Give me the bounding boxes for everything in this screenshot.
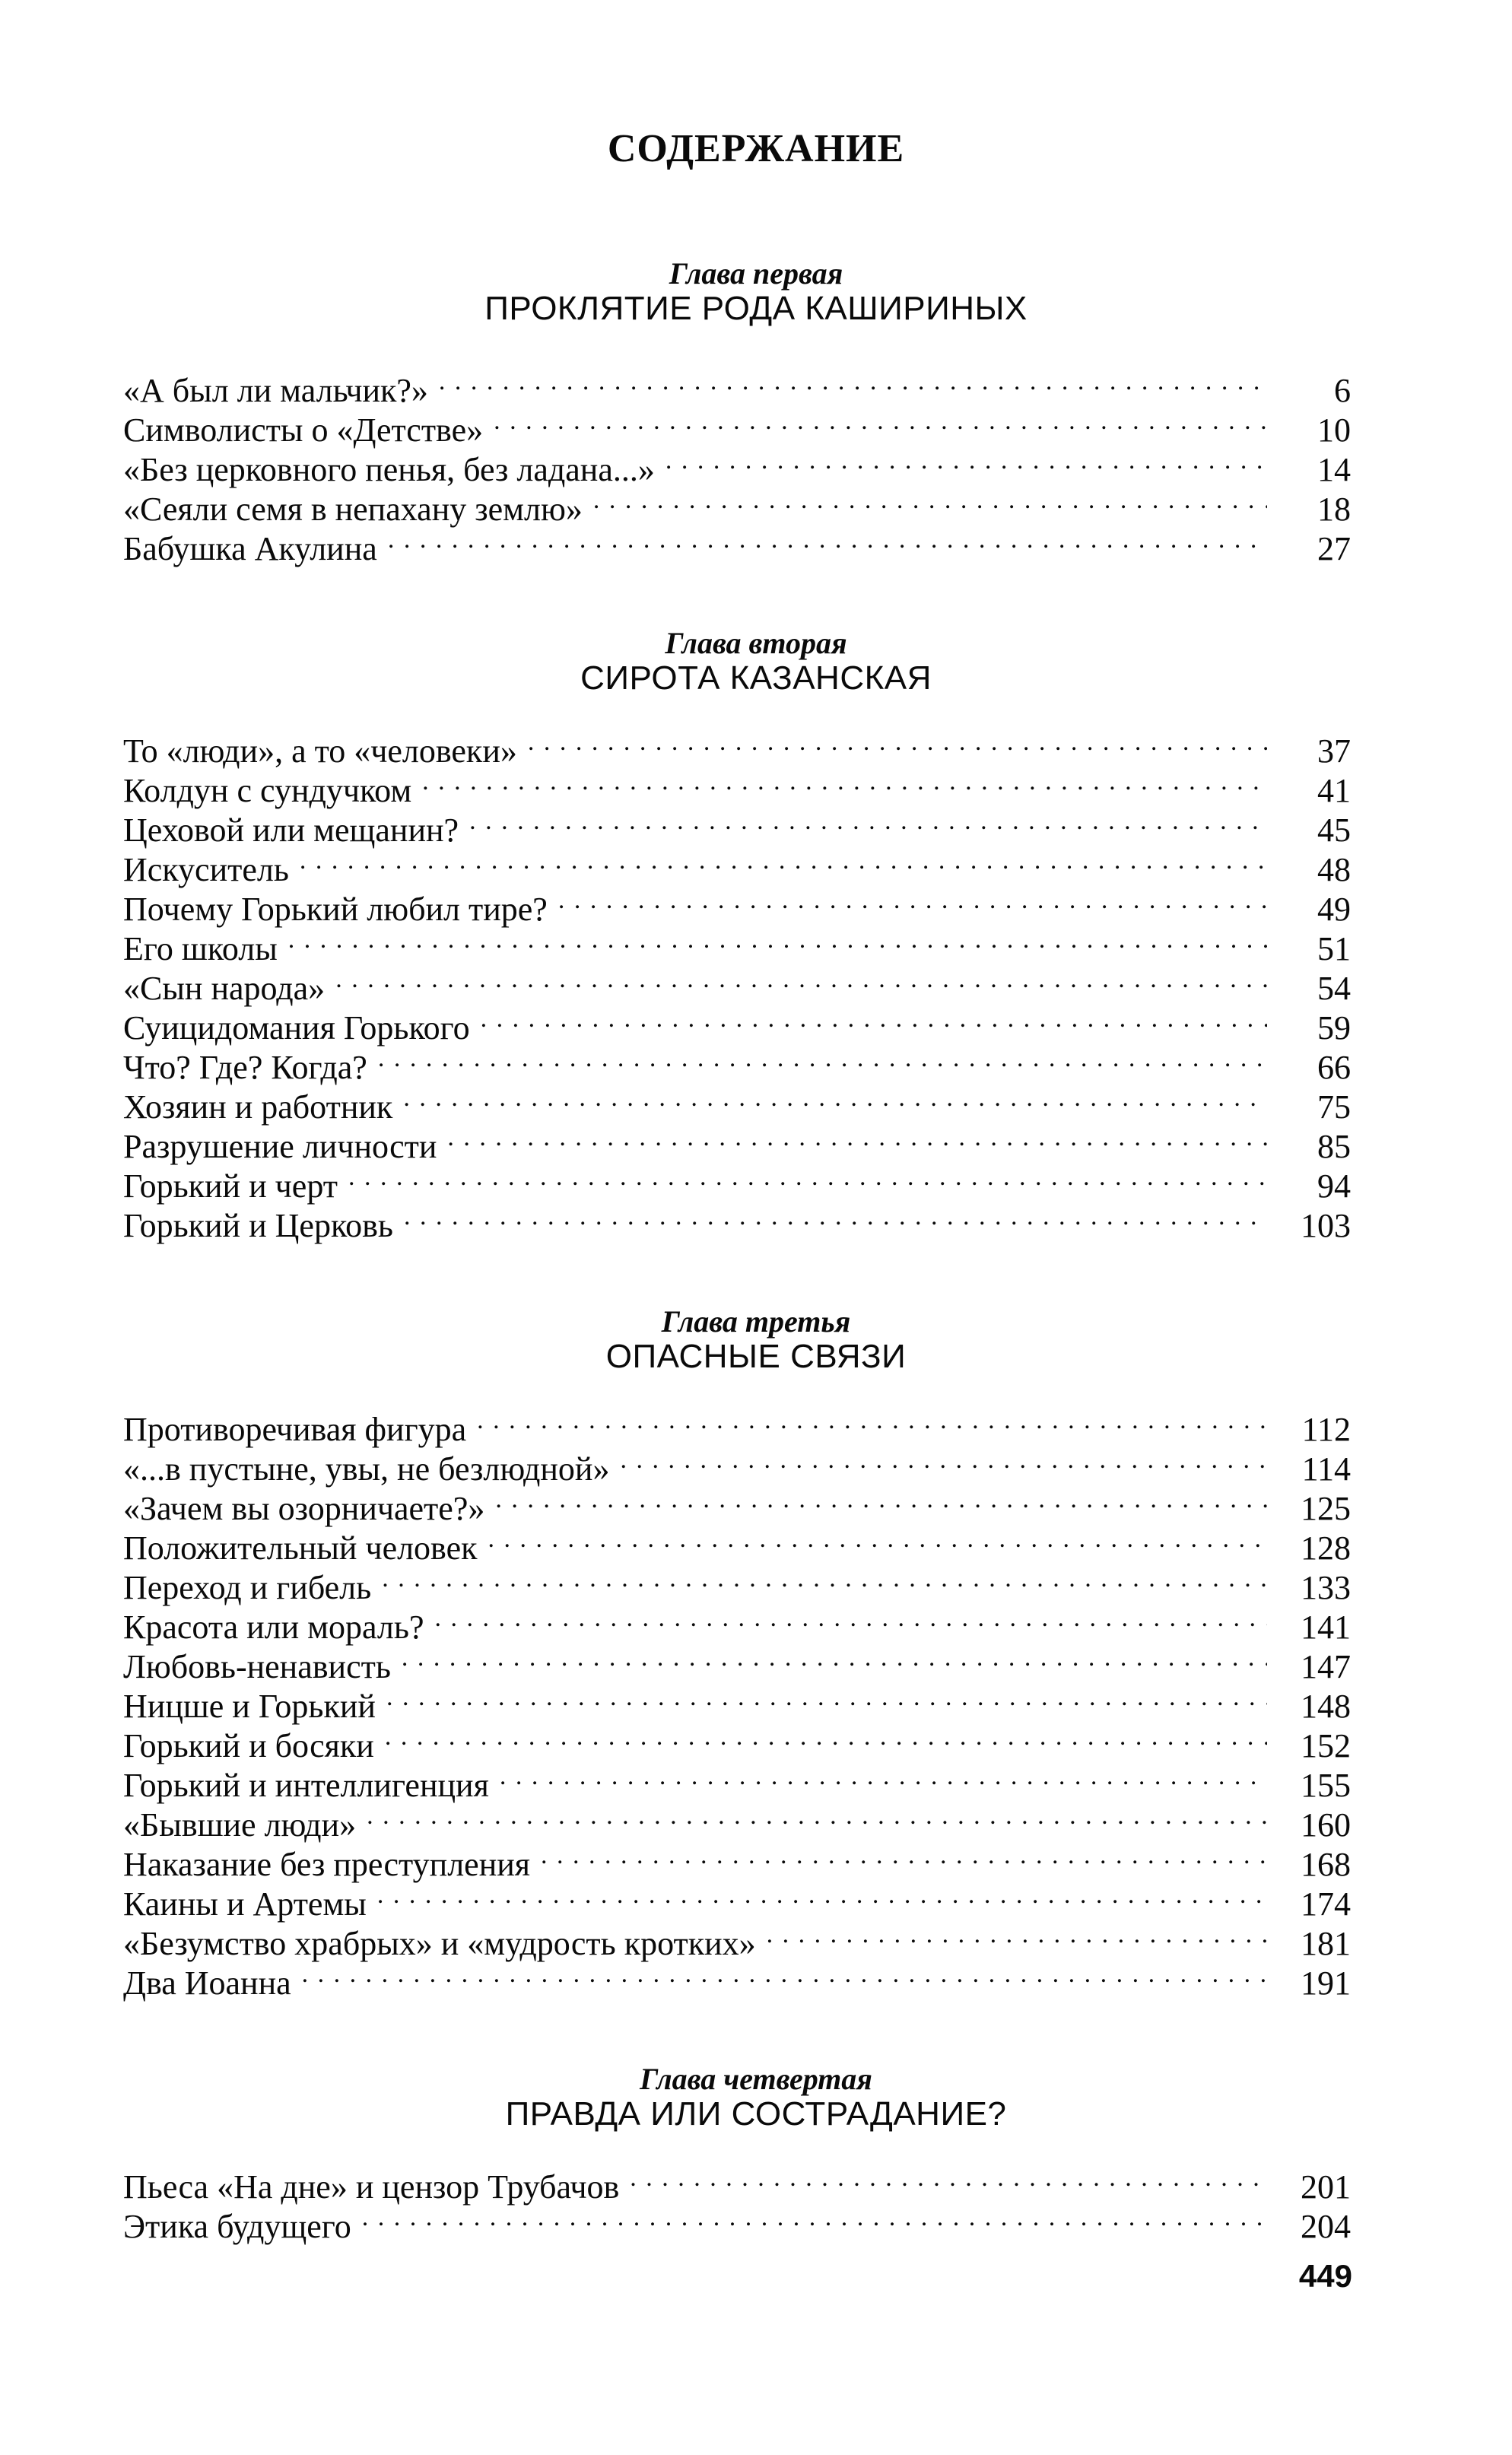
toc-entry-page: 103 [1301,1207,1351,1244]
dot-leader [302,1955,1267,1994]
toc-entry-page: 54 [1317,970,1351,1007]
dot-leader [434,1599,1267,1638]
dot-leader [335,960,1267,999]
chapter-heading: СИРОТА КАЗАНСКАЯ [580,659,932,697]
chapter-heading: ОПАСНЫЕ СВЯЗИ [605,1338,907,1375]
toc-entry-title: «Зачем вы озорничаете?» [123,1490,485,1527]
toc-entry-page: 10 [1317,411,1351,449]
toc-entry-page: 27 [1317,530,1351,567]
dot-leader [300,841,1267,881]
toc-entry [123,1401,1351,1448]
toc-entry-page: 114 [1301,1450,1351,1488]
toc-entry [123,841,1351,888]
toc-entry [123,723,1351,770]
dot-leader [528,723,1267,762]
chapter-heading: ПРОКЛЯТИЕ РОДА КАШИРИНЫХ [484,290,1028,327]
chapter-2-entries [123,723,1351,1244]
toc-entry-page: 128 [1301,1529,1351,1567]
dot-leader [402,1638,1267,1678]
toc-entry-page: 133 [1301,1569,1351,1606]
toc-entry-title: «Бывшие люди» [123,1806,357,1844]
toc-entry-page: 174 [1301,1885,1351,1923]
dot-leader [541,1836,1267,1875]
dot-leader [477,1401,1267,1440]
toc-entry-page: 48 [1317,851,1351,888]
dot-leader [403,1078,1267,1118]
dot-leader [367,1796,1267,1836]
dot-leader [382,1559,1267,1599]
dot-leader [665,441,1267,481]
dot-leader [378,1039,1267,1078]
toc-entry-page: 75 [1317,1088,1351,1126]
dot-leader [767,1915,1267,1955]
toc-entry [123,920,1351,967]
toc-entry-page: 49 [1317,891,1351,928]
toc-entry-page: 66 [1317,1049,1351,1086]
dot-leader [404,1197,1267,1237]
toc-entry-title: Горький и черт [123,1167,338,1205]
page-number: 449 [1298,2258,1352,2294]
toc-entry-page: 181 [1301,1925,1351,1962]
dot-leader [388,520,1267,560]
toc-entry-page: 59 [1317,1009,1351,1046]
toc-entry-title: «Сын народа» [123,970,326,1007]
toc-entry-title: Бабушка Акулина [123,530,377,567]
toc-entry-title: Горький и Церковь [123,1207,393,1244]
toc-entry-page: 204 [1301,2208,1351,2245]
toc-entry-page: 141 [1301,1609,1351,1646]
toc-entry-title: Символисты о «Детстве» [123,411,484,449]
toc-entry-page: 125 [1301,1490,1351,1527]
dot-leader [288,920,1267,960]
toc-entry-page: 51 [1317,930,1351,967]
dot-leader [500,1757,1267,1796]
toc-entry-title: «...в пустыне, увы, не безлюдной» [123,1450,610,1488]
dot-leader [439,362,1267,402]
toc-entry-title: «Без церковного пенья, без ладана...» [123,451,655,488]
toc-entry-page: 45 [1317,811,1351,849]
toc-entry-page: 18 [1317,491,1351,528]
dot-leader [495,1480,1267,1520]
toc-entry-page: 201 [1301,2168,1351,2206]
toc-entry-title: Горький и интеллигенция [123,1767,489,1804]
toc-entry-page: 41 [1317,772,1351,809]
dot-leader [494,402,1267,441]
toc-entry-title: Переход и гибель [123,1569,372,1606]
chapter-1-entries [123,362,1351,567]
dot-leader [481,999,1267,1039]
chapter-2 [0,628,1512,700]
dot-leader [620,1440,1267,1480]
toc-entry-page: 147 [1301,1648,1351,1685]
toc-entry-page: 191 [1301,1964,1351,2002]
chapter-3 [0,1304,1512,1378]
toc-entry-title: Положительный человек [123,1529,478,1567]
toc-entry-page: 152 [1301,1727,1351,1764]
dot-leader [422,762,1267,802]
chapter-label: Глава третья [661,1304,851,1339]
toc-entry-title: Его школы [123,930,278,967]
toc-entry-title: Разрушение личности [123,1128,437,1165]
chapter-label: Глава четвертая [640,2062,872,2096]
toc-entry-page: 6 [1334,372,1351,409]
toc-entry [123,362,1351,409]
toc-entry-title: Красота или мораль? [123,1609,424,1646]
toc-entry-title: Суицидомания Горького [123,1009,470,1046]
toc-entry-title: Наказание без преступления [123,1846,531,1883]
toc-entry-page: 94 [1317,1167,1351,1205]
toc-entry-page: 155 [1301,1767,1351,1804]
toc-entry [123,960,1351,1007]
chapter-4 [0,2064,1512,2136]
contents-title: СОДЕРЖАНИЕ [607,127,905,170]
dot-leader [386,1678,1267,1717]
toc-entry-page: 168 [1301,1846,1351,1883]
chapter-heading: ПРАВДА ИЛИ СОСТРАДАНИЕ? [505,2095,1007,2133]
toc-entry-title: Этика будущего [123,2208,351,2245]
toc-entry-title: Два Иоанна [123,1964,291,2002]
dot-leader [385,1717,1267,1757]
toc-entry-title: Искуситель [123,851,289,888]
toc-entry [123,2158,1351,2206]
toc-entry-title: «А был ли мальчик?» [123,372,428,409]
toc-entry-title: Цеховой или мещанин? [123,811,459,849]
toc-entry-title: Ницше и Горький [123,1688,376,1725]
toc-entry-title: Хозяин и работник [123,1088,393,1126]
toc-entry-title: То «люди», а то «человеки» [123,732,517,770]
dot-leader [558,881,1267,920]
toc-entry-title: Противоречивая фигура [123,1411,467,1448]
toc-entry-title: Что? Где? Когда? [123,1049,367,1086]
dot-leader [348,1158,1267,1197]
toc-entry-page: 14 [1317,451,1351,488]
toc-entry-title: Горький и босяки [123,1727,374,1764]
chapter-label: Глава первая [669,256,843,291]
chapter-label: Глава вторая [665,626,847,660]
chapter-4-entries [123,2158,1351,2245]
toc-entry-page: 148 [1301,1688,1351,1725]
chapter-1 [0,256,1512,330]
dot-leader [362,2198,1267,2237]
dot-leader [377,1875,1267,1915]
toc-entry-page: 112 [1301,1411,1351,1448]
dot-leader [447,1118,1267,1158]
dot-leader [630,2158,1267,2198]
chapter-3-entries [123,1401,1351,2002]
toc-entry-title: Каины и Артемы [123,1885,367,1923]
toc-entry [123,1955,1351,2002]
dot-leader [593,481,1267,520]
toc-entry-page: 160 [1301,1806,1351,1844]
toc-entry-title: Любовь-ненависть [123,1648,391,1685]
toc-entry-title: Почему Горький любил тире? [123,891,548,928]
dot-leader [488,1520,1267,1559]
toc-entry-title: Пьеса «На дне» и цензор Трубачов [123,2168,620,2206]
dot-leader [469,802,1267,841]
toc-entry-page: 37 [1317,732,1351,770]
toc-entry-title: «Сеяли семя в непахану землю» [123,491,583,528]
toc-entry-title: «Безумство храбрых» и «мудрость кротких» [123,1925,756,1962]
toc-entry [123,881,1351,928]
toc-entry-title: Колдун с сундучком [123,772,412,809]
toc-entry-page: 85 [1317,1128,1351,1165]
